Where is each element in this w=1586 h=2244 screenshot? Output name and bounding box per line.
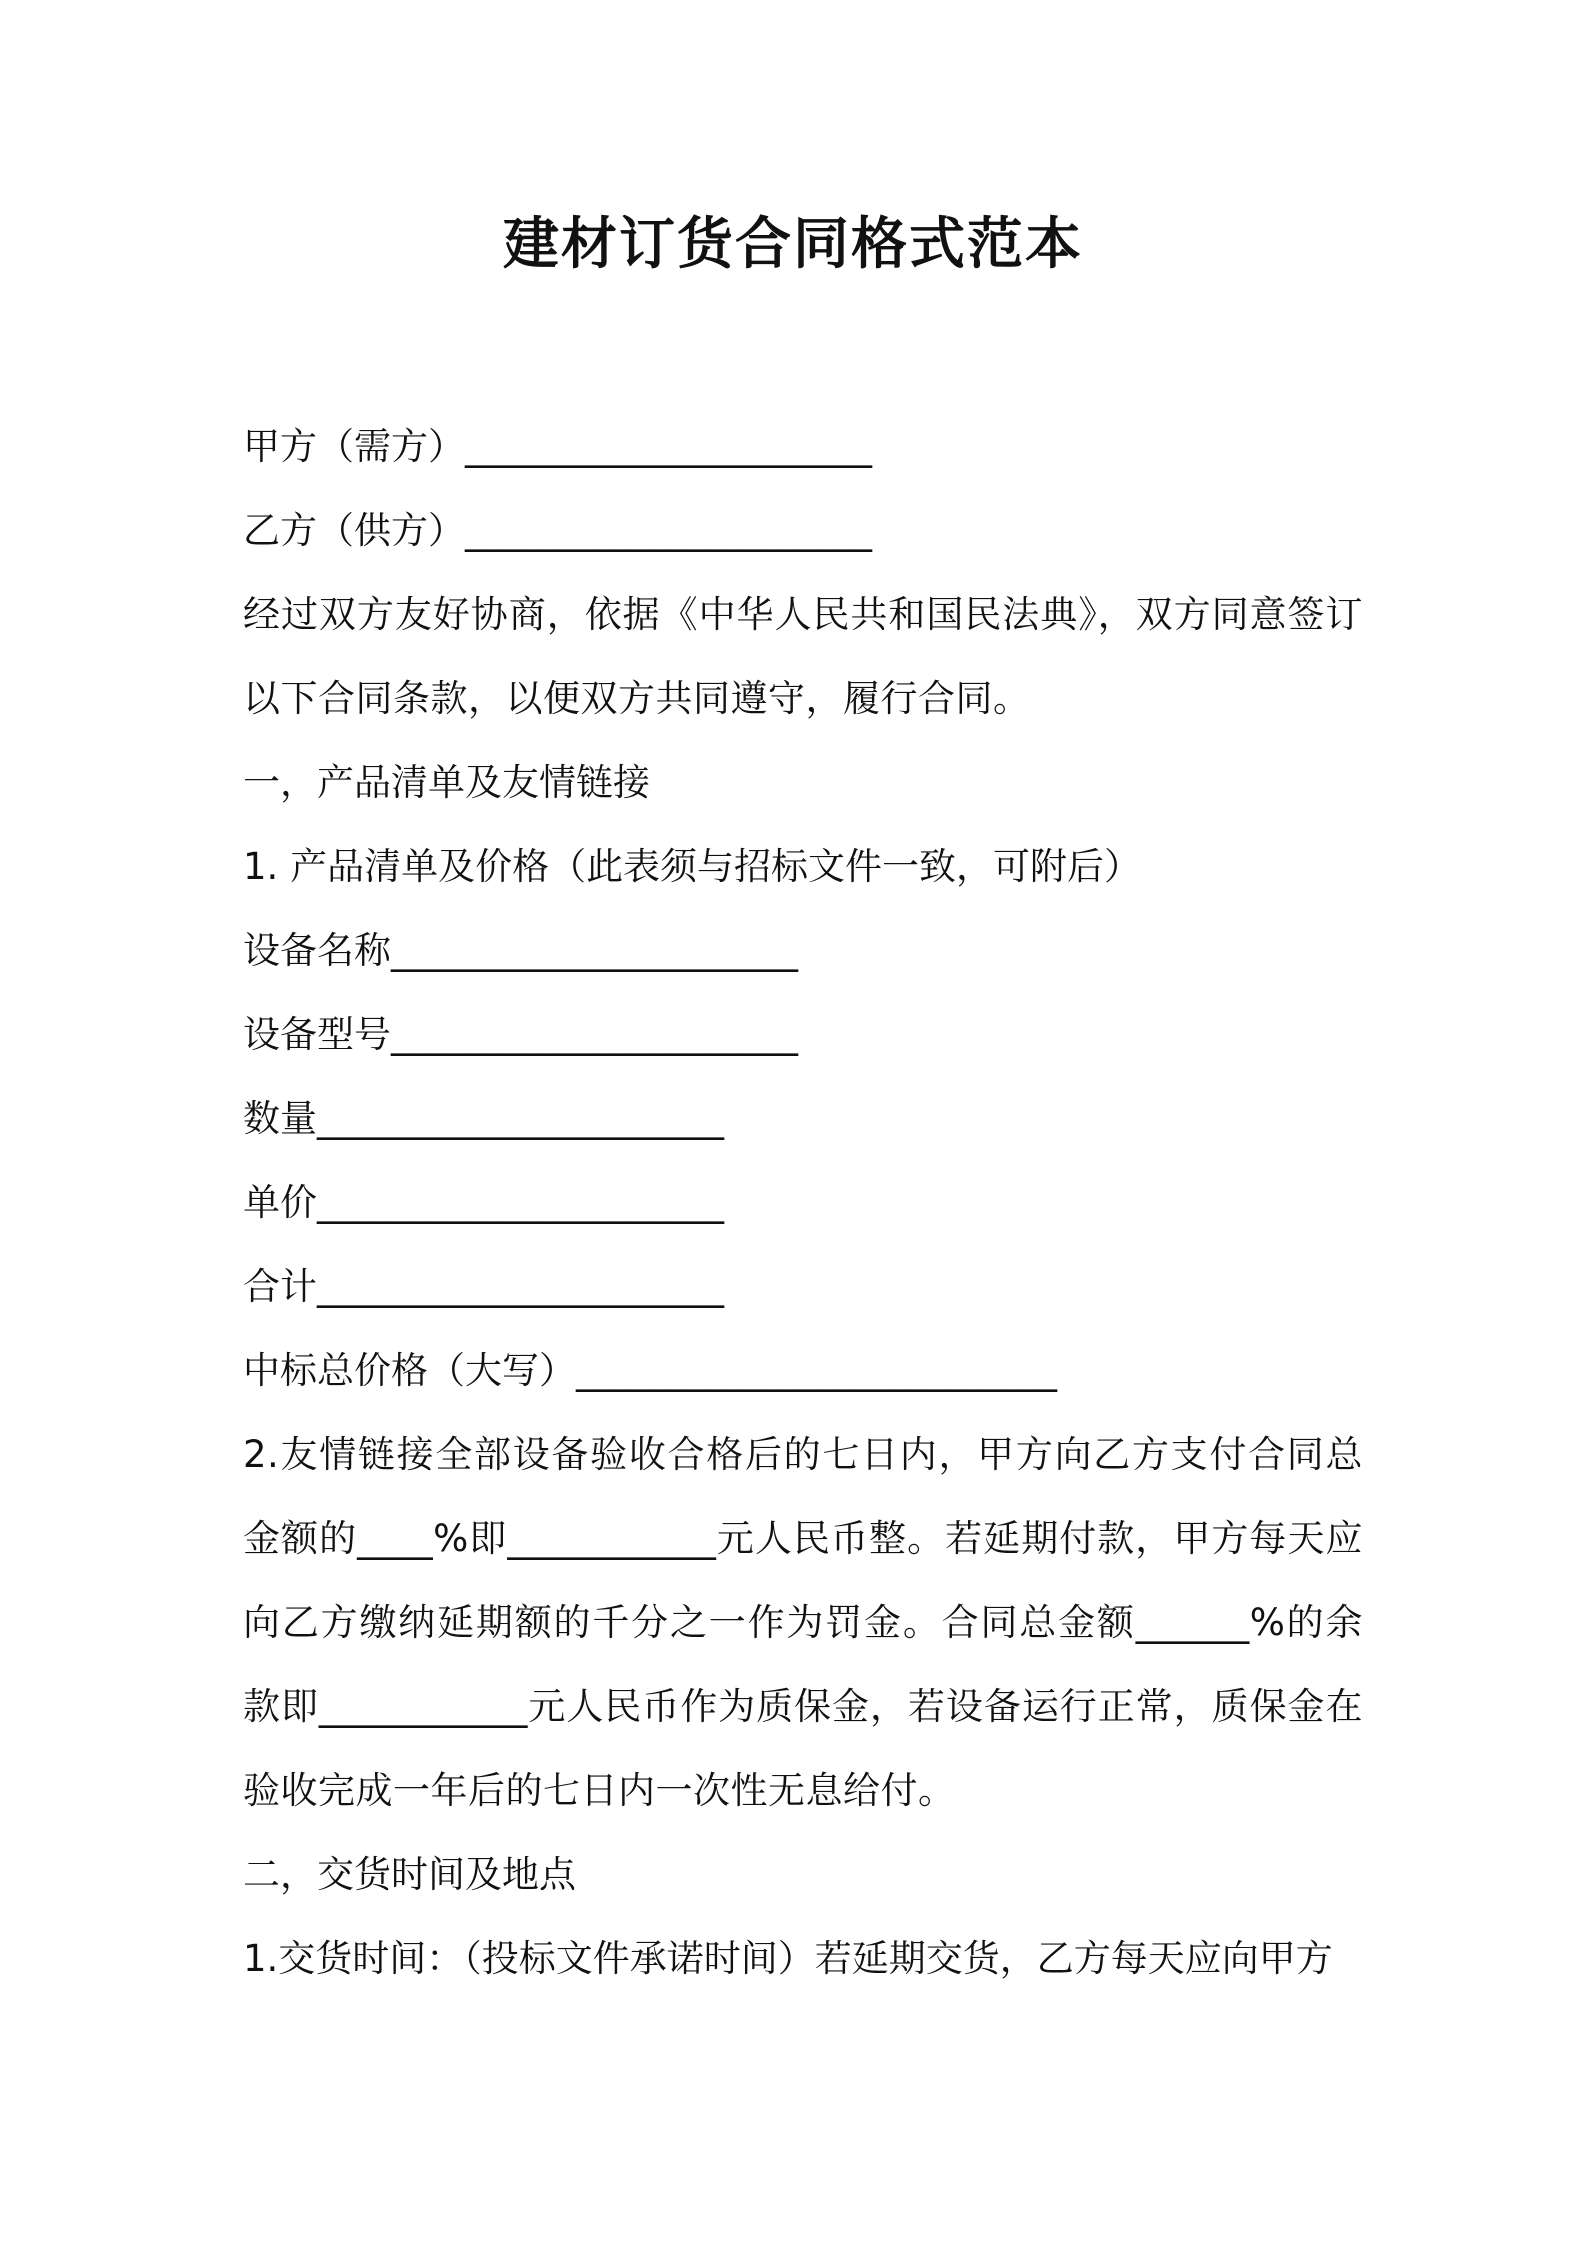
quantity-field: 数量______________________ <box>243 1097 724 1140</box>
equipment-model-field: 设备型号______________________ <box>243 1013 798 1056</box>
document-title: 建材订货合同格式范本 <box>503 212 1083 277</box>
equipment-name-field: 设备名称______________________ <box>243 929 798 972</box>
item-1-heading: 1. 产品清单及价格（此表须与招标文件一致，可附后） <box>243 845 1142 888</box>
delivery-time-line: 1.交货时间：（投标文件承诺时间）若延期交货，乙方每天应向甲方 <box>243 1937 1333 1980</box>
payment-clause-paragraph: 2.友情链接全部设备验收合格后的七日内，甲方向乙方支付合同总金额的____%即___________元人民币整。若延期付款，甲方每天应向乙方缴纳延期额的千分之一作为罚金。合同总金额______%的余款即___________元人民币作为质保金，若设备运行正常，质保金在验收完成一年后的七日内一次性无息给付。 <box>243 1433 1363 1812</box>
party-b-line: 乙方（供方）______________________ <box>243 509 872 552</box>
section-two-heading: 二，交货时间及地点 <box>243 1853 576 1896</box>
document-body <box>243 405 1363 2001</box>
section-one-heading: 一，产品清单及友情链接 <box>243 761 650 804</box>
intro-paragraph: 经过双方友好协商，依据《中华人民共和国民法典》，双方同意签订以下合同条款，以便双方共同遵守，履行合同。 <box>243 593 1363 720</box>
party-a-line: 甲方（需方）______________________ <box>243 425 872 468</box>
total-field: 合计______________________ <box>243 1265 724 1308</box>
unit-price-field: 单价______________________ <box>243 1181 724 1224</box>
bid-total-price-field: 中标总价格（大写）__________________________ <box>243 1349 1057 1392</box>
